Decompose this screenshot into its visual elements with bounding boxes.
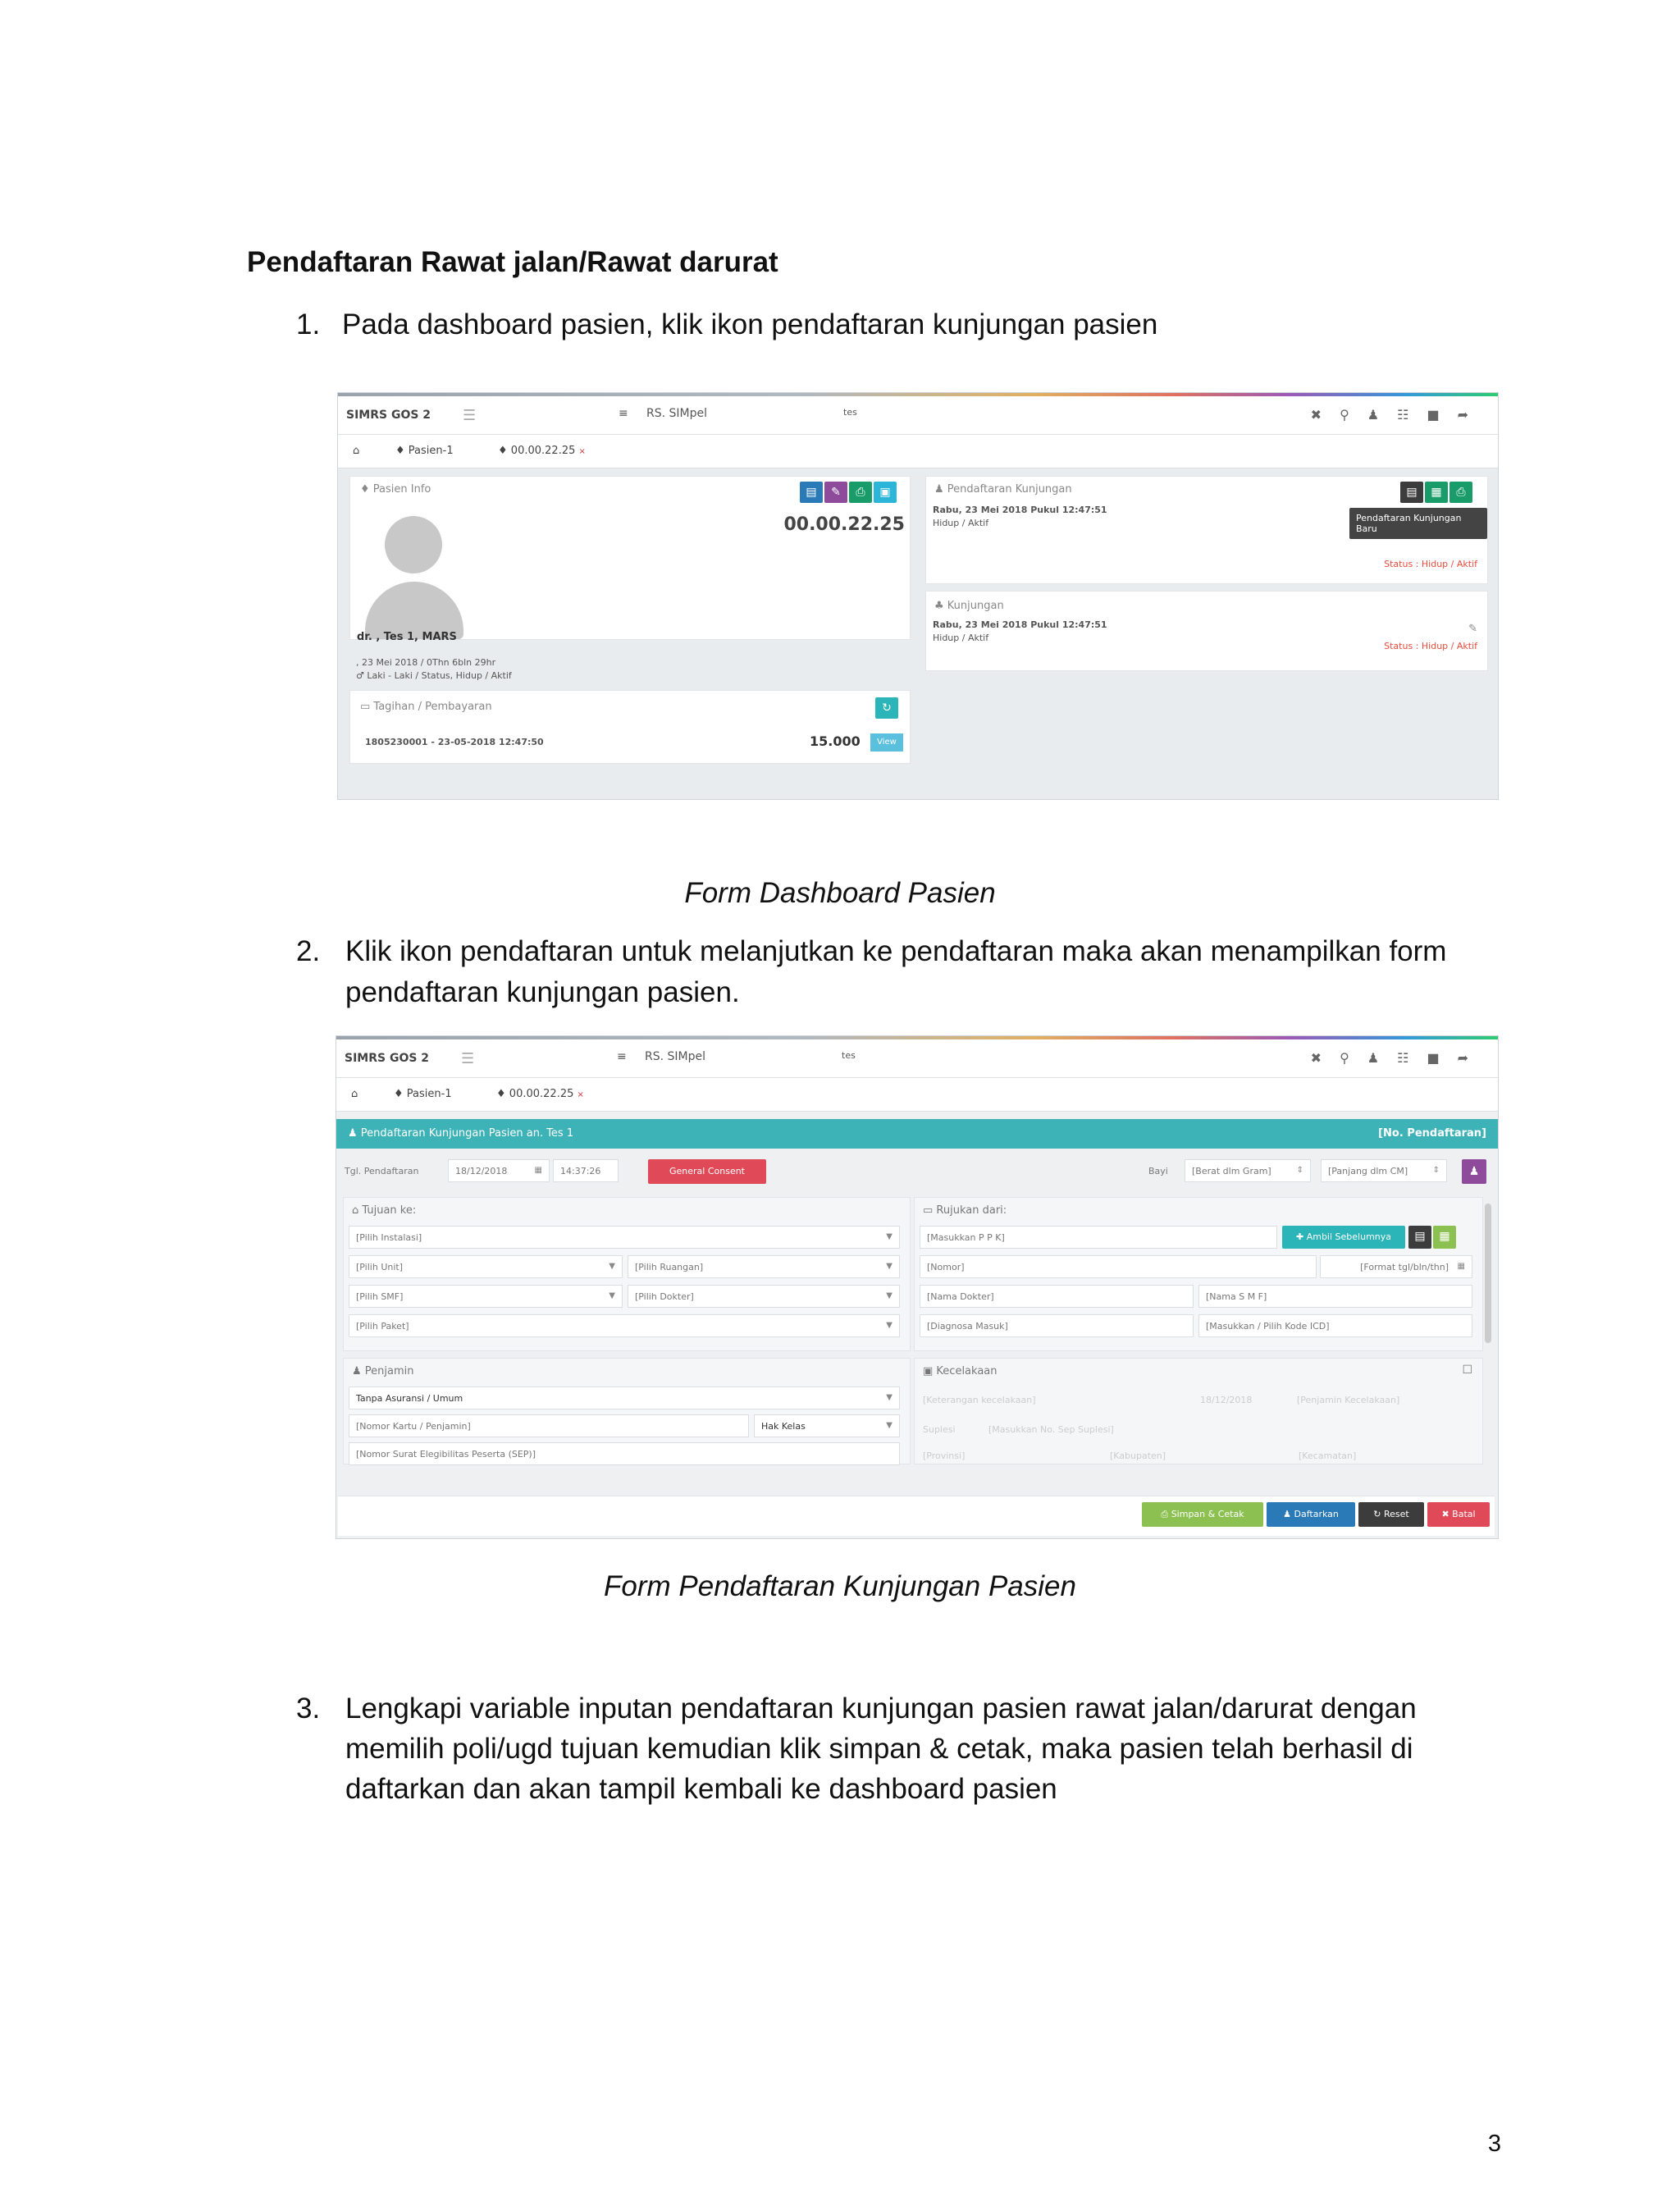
penjamin-select[interactable] <box>349 1387 900 1409</box>
avatar-icon <box>385 516 442 573</box>
patient-dob: , 23 Mei 2018 / 0Thn 6bln 29hr <box>356 657 496 668</box>
tujuan-title-text: Tujuan ke: <box>362 1204 417 1217</box>
ruangan-text: [Pilih Ruangan] <box>635 1262 704 1272</box>
visit-title-text: Kunjungan <box>947 600 1004 612</box>
kec-keterangan: [Keterangan kecelakaan] <box>923 1395 1036 1405</box>
hak-kelas-select[interactable] <box>754 1414 900 1437</box>
nomor-kartu-input[interactable]: [Nomor Kartu / Penjamin] <box>349 1414 749 1437</box>
billing-amount: 15.000 <box>810 733 861 749</box>
patient-gender: ♂ Laki - Laki / Status, Hidup / Aktif <box>356 670 512 681</box>
dokter-text: [Pilih Dokter] <box>635 1291 694 1302</box>
rujukan-date-input[interactable] <box>1320 1255 1472 1278</box>
daftarkan-button[interactable]: ♟ Daftarkan <box>1267 1502 1355 1527</box>
step-text: Pada dashboard pasien, klik ikon pendaftaran kunjungan pasien <box>342 308 1158 340</box>
visit-panel <box>925 591 1488 671</box>
tujuan-title: ⌂ Tujuan ke: <box>352 1204 417 1217</box>
kec-no-sep: [Masukkan No. Sep Suplesi] <box>988 1424 1114 1435</box>
close-tab-icon[interactable]: × <box>577 1090 584 1099</box>
registration-status: Status : Hidup / Aktif <box>1384 559 1477 569</box>
ambil-sebelumnya-button[interactable]: ✚ Ambil Sebelumnya <box>1282 1226 1405 1249</box>
menu-toggle-icon[interactable]: ☰ <box>461 1050 475 1067</box>
record-number: 00.00.22.25 <box>783 514 905 535</box>
tab-patient-label: Pasien-1 <box>406 1088 452 1100</box>
baby-label: Bayi <box>1148 1166 1168 1176</box>
stepper-icon[interactable]: ⇕ <box>1296 1166 1303 1175</box>
baby-weight-field[interactable] <box>1185 1159 1311 1182</box>
caption-dashboard: Form Dashboard Pasien <box>684 877 996 909</box>
general-consent-button[interactable]: General Consent <box>648 1159 766 1184</box>
baby-add-button[interactable]: ♟ <box>1462 1159 1486 1184</box>
calendar-icon[interactable]: ▦ <box>1457 1262 1465 1271</box>
kec-provinsi: [Provinsi] <box>923 1450 966 1461</box>
chevron-down-icon: ▼ <box>886 1262 892 1271</box>
visit-status: Status : Hidup / Aktif <box>1384 641 1477 651</box>
ruangan-select[interactable] <box>628 1255 900 1278</box>
patient-tabs <box>336 1078 1498 1112</box>
step-number: 1. <box>296 308 321 340</box>
home-icon[interactable]: ⌂ <box>351 1088 358 1100</box>
registration-title-text: Pendaftaran Kunjungan <box>947 483 1072 496</box>
patient-list-button[interactable]: ▤ <box>800 482 823 503</box>
kec-kecamatan: [Kecamatan] <box>1299 1450 1357 1461</box>
hak-kelas-text: Hak Kelas <box>761 1421 806 1432</box>
chevron-down-icon: ▼ <box>609 1291 615 1300</box>
app-topbar <box>336 1039 1498 1078</box>
dokter-select[interactable] <box>628 1285 900 1308</box>
date-field[interactable] <box>448 1159 550 1182</box>
rujukan-title-text: Rujukan dari: <box>936 1204 1007 1217</box>
nomor-input[interactable]: [Nomor] <box>920 1255 1317 1278</box>
visit-title: ♣ Kunjungan <box>934 600 1004 612</box>
hospital-name: RS. SIMpel <box>645 1050 705 1063</box>
step-number: 3. <box>296 1693 321 1725</box>
date-label: Tgl. Pendaftaran <box>345 1166 419 1176</box>
toolbar-icons[interactable]: ✖⚲♟☷■➦ <box>1310 1050 1486 1066</box>
registration-print-button[interactable]: ⎙ <box>1449 482 1472 503</box>
app-topbar <box>338 396 1498 435</box>
registration-tooltip: Pendaftaran Kunjungan Baru <box>1349 508 1487 539</box>
registration-number: [No. Pendaftaran] <box>1378 1127 1486 1140</box>
hospital-icon: ≡ <box>617 1050 627 1063</box>
chevron-down-icon: ▼ <box>886 1421 892 1430</box>
user-name: tes <box>842 1050 856 1061</box>
calendar-icon[interactable]: ▦ <box>534 1166 542 1175</box>
user-name: tes <box>843 407 857 418</box>
rujukan-date-text: [Format tgl/bln/thn] <box>1360 1262 1449 1272</box>
baby-length-field[interactable] <box>1321 1159 1447 1182</box>
penjamin-text: Tanpa Asuransi / Umum <box>356 1393 463 1404</box>
tab-patient[interactable]: ♦ Pasien-1 <box>394 1088 452 1100</box>
date-value: 18/12/2018 <box>455 1166 508 1176</box>
tab-record[interactable]: ♦ 00.00.22.25 × <box>498 445 586 457</box>
instalasi-text: [Pilih Instalasi] <box>356 1232 422 1243</box>
smf-select[interactable] <box>349 1285 623 1308</box>
tujuan-panel <box>343 1197 911 1351</box>
form-screenshot <box>336 1035 1499 1539</box>
billing-refresh-button[interactable]: ↻ <box>875 697 898 719</box>
kecelakaan-title: ▣ Kecelakaan <box>923 1365 998 1377</box>
form-title-text: Pendaftaran Kunjungan Pasien an. Tes 1 <box>360 1127 574 1140</box>
dashboard-screenshot <box>337 392 1499 800</box>
smf-text: [Pilih SMF] <box>356 1291 404 1302</box>
time-field[interactable]: 14:37:26 <box>553 1159 619 1182</box>
visit-state: Hidup / Aktif <box>933 633 989 643</box>
home-icon[interactable]: ⌂ <box>353 445 360 457</box>
hospital-name: RS. SIMpel <box>646 407 707 420</box>
penjamin-title: ♟ Penjamin <box>352 1365 414 1377</box>
penjamin-title-text: Penjamin <box>364 1365 414 1377</box>
diagnosa-input[interactable]: [Diagnosa Masuk] <box>920 1314 1194 1337</box>
sep-input[interactable]: [Nomor Surat Elegibilitas Peserta (SEP)] <box>349 1442 900 1465</box>
kec-suplesi: Suplesi <box>923 1424 956 1435</box>
step-number: 2. <box>296 935 321 967</box>
billing-title-text: Tagihan / Pembayaran <box>373 701 492 713</box>
chevron-down-icon: ▼ <box>886 1232 892 1241</box>
registration-new-button[interactable]: ▤ <box>1400 482 1423 503</box>
app-brand[interactable]: SIMRS GOS 2 <box>345 1052 430 1065</box>
form-scrollbar[interactable] <box>1485 1204 1491 1343</box>
kec-date: 18/12/2018 <box>1200 1395 1253 1405</box>
step-text: Lengkapi variable inputan pendaftaran kunjungan pasien rawat jalan/darurat dengan memilih poli/ugd tujuan kemudian klik simpan & cetak, maka pasien telah berhasil di daftarkan dan akan tampil kembali ke dashboard pasien <box>345 1693 1417 1805</box>
patient-edit-button[interactable]: ✎ <box>824 482 847 503</box>
registration-title: ♟ Pendaftaran Kunjungan <box>934 483 1072 496</box>
rujukan-title: ▭ Rujukan dari: <box>923 1204 1007 1217</box>
chevron-down-icon: ▼ <box>886 1393 892 1402</box>
close-tab-icon[interactable]: × <box>578 447 586 456</box>
patient-panel-title: ♦ Pasien Info <box>360 483 431 496</box>
paket-select[interactable] <box>349 1314 900 1337</box>
registration-state: Hidup / Aktif <box>933 518 989 528</box>
page-number: 3 <box>1487 2131 1501 2157</box>
patient-info-panel <box>349 476 911 643</box>
kecelakaan-panel <box>914 1358 1483 1464</box>
simpan-cetak-button[interactable]: ⎙ Simpan & Cetak <box>1142 1502 1263 1527</box>
step-2 <box>296 931 1486 1021</box>
kecelakaan-checkbox[interactable]: ☐ <box>1462 1364 1472 1377</box>
patient-name: dr. , Tes 1, MARS <box>357 631 457 643</box>
rujukan-panel <box>914 1197 1483 1351</box>
kecelakaan-title-text: Kecelakaan <box>936 1365 998 1377</box>
batal-label: Batal <box>1452 1509 1476 1519</box>
tab-patient-label: Pasien-1 <box>408 445 454 457</box>
billing-panel <box>349 690 911 764</box>
visit-edit-icon[interactable]: ✎ <box>1468 623 1477 635</box>
rujukan-check-button[interactable]: ▦ <box>1433 1226 1456 1249</box>
reset-label: Reset <box>1383 1509 1409 1519</box>
registration-date: Rabu, 23 Mei 2018 Pukul 12:47:51 <box>933 505 1107 515</box>
app-brand[interactable]: SIMRS GOS 2 <box>346 409 431 422</box>
kec-lokasi: [Penjamin Kecelakaan] <box>1297 1395 1400 1405</box>
hospital-icon: ≡ <box>619 407 628 420</box>
penjamin-panel <box>343 1358 911 1464</box>
patient-card-button[interactable]: ▣ <box>874 482 897 503</box>
step-text: Klik ikon pendaftaran untuk melanjutkan ke pendaftaran maka akan menampilkan form pendaftaran kunjungan pasien. <box>345 935 1447 1008</box>
baby-length-text: [Panjang dlm CM] <box>1328 1166 1408 1176</box>
form-header <box>336 1119 1498 1149</box>
billing-title: ▭ Tagihan / Pembayaran <box>360 701 492 713</box>
baby-weight-text: [Berat dlm Gram] <box>1192 1166 1271 1176</box>
patient-panel-title-text: Pasien Info <box>372 483 431 496</box>
billing-view-button[interactable]: View <box>870 733 903 752</box>
paket-text: [Pilih Paket] <box>356 1321 409 1332</box>
nama-smf-input[interactable]: [Nama S M F] <box>1198 1285 1472 1308</box>
instalasi-select[interactable] <box>349 1226 900 1249</box>
registration-list-button[interactable]: ▦ <box>1425 482 1448 503</box>
tab-record[interactable]: ♦ 00.00.22.25 × <box>496 1088 584 1100</box>
caption-form: Form Pendaftaran Kunjungan Pasien <box>604 1570 1076 1602</box>
batal-button[interactable]: ✖ Batal <box>1427 1502 1490 1527</box>
tab-record-label: 00.00.22.25 <box>509 1088 574 1100</box>
step-3 <box>296 1688 1486 1811</box>
kec-kabupaten: [Kabupaten] <box>1110 1450 1166 1461</box>
ppk-input[interactable]: [Masukkan P P K] <box>920 1226 1277 1249</box>
simpan-cetak-label: Simpan & Cetak <box>1171 1509 1244 1519</box>
chevron-down-icon: ▼ <box>886 1291 892 1300</box>
ambil-sebelumnya-label: Ambil Sebelumnya <box>1306 1231 1391 1242</box>
patient-print-button[interactable]: ⎙ <box>849 482 872 503</box>
reset-button[interactable]: ↻ Reset <box>1358 1502 1424 1527</box>
daftarkan-label: Daftarkan <box>1294 1509 1339 1519</box>
registration-panel <box>925 476 1488 584</box>
section-heading: Pendaftaran Rawat jalan/Rawat darurat <box>247 246 778 278</box>
icd-input[interactable]: [Masukkan / Pilih Kode ICD] <box>1198 1314 1472 1337</box>
toolbar-icons[interactable]: ✖⚲♟☷■➦ <box>1310 407 1486 423</box>
patient-gender-text: Laki - Laki / Status, Hidup / Aktif <box>367 670 512 681</box>
menu-toggle-icon[interactable]: ☰ <box>463 407 477 424</box>
tab-record-label: 00.00.22.25 <box>510 445 576 457</box>
patient-tabs <box>338 435 1498 468</box>
chevron-down-icon: ▼ <box>886 1321 892 1330</box>
rujukan-doc-button[interactable]: ▤ <box>1408 1226 1431 1249</box>
tab-patient[interactable]: ♦ Pasien-1 <box>395 445 454 457</box>
unit-select[interactable] <box>349 1255 623 1278</box>
stepper-icon[interactable]: ⇕ <box>1432 1166 1440 1175</box>
visit-date: Rabu, 23 Mei 2018 Pukul 12:47:51 <box>933 619 1107 630</box>
unit-text: [Pilih Unit] <box>356 1262 404 1272</box>
nama-dokter-input[interactable]: [Nama Dokter] <box>920 1285 1194 1308</box>
form-title: ♟ Pendaftaran Kunjungan Pasien an. Tes 1 <box>348 1127 574 1140</box>
billing-ref: 1805230001 - 23-05-2018 12:47:50 <box>365 737 544 747</box>
step-1 <box>296 304 1486 345</box>
chevron-down-icon: ▼ <box>609 1262 615 1271</box>
